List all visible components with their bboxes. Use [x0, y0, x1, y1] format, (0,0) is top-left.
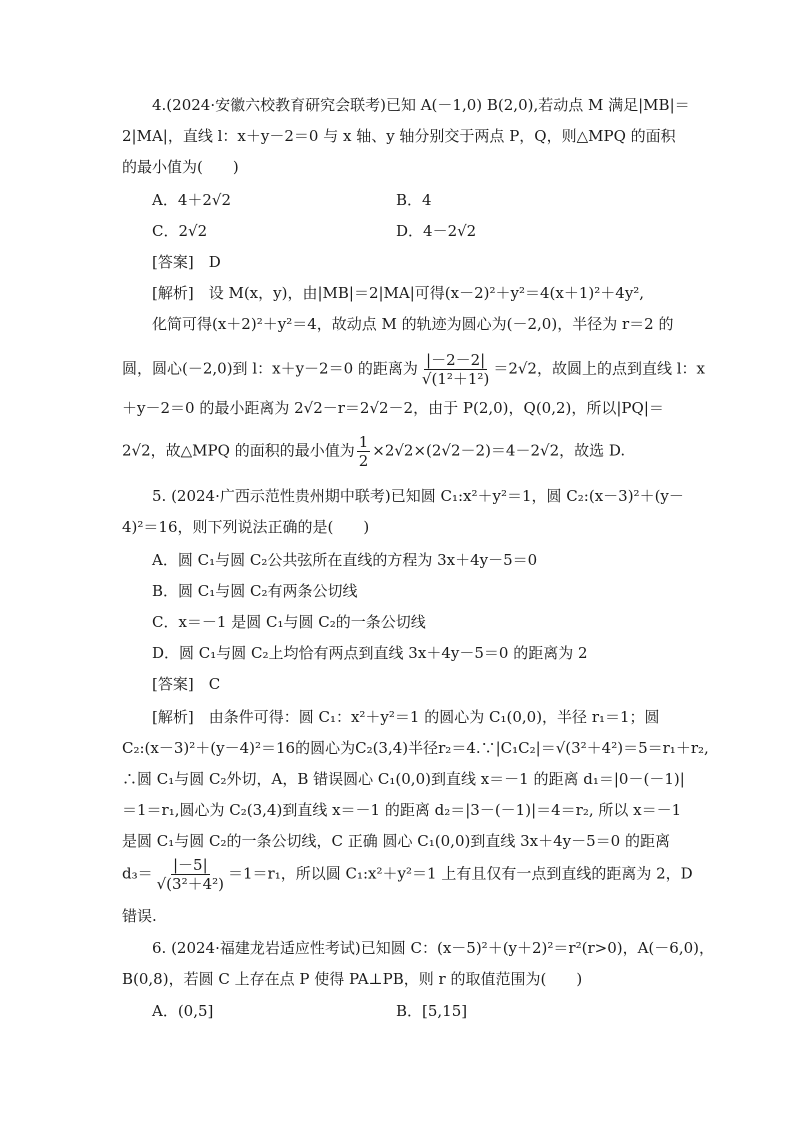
q6-stem-line1: 6. (2024·福建龙岩适应性考试)已知圆 C：(x－5)²＋(y＋2)²＝r²(r>0)，A(－6,0)， — [152, 939, 714, 957]
q4-solution-line1: [解析] 设 M(x，y)，由|MB|＝2|MA|可得(x－2)²＋y²＝4(x＋1)²＋4y², — [152, 284, 645, 302]
distance-fraction — [420, 351, 491, 388]
q5-solution-line4: ＝1＝r₁,圆心为 C₂(3,4)到直线 x＝－1 的距离 d₂＝|3－(－1)|＝4＝r₂, 所以 x＝－1 — [122, 801, 682, 819]
q5-option-c: C．x＝－1 是圆 C₁与圆 C₂的一条公切线 — [152, 613, 426, 631]
q5-solution-line7: 错误. — [122, 907, 157, 925]
q5-solution-line5: 是圆 C₁与圆 C₂的一条公切线，C 正确 圆心 C₁(0,0)到直线 3x＋4y－5＝0 的距离 — [122, 832, 670, 850]
q4-solution-line4: ＋y－2＝0 的最小距离为 2√2－r＝2√2－2，由于 P(2,0)，Q(0,2)，所以|PQ|＝ — [122, 399, 664, 417]
q4-stem-line3: 的最小值为( ) — [122, 158, 239, 176]
q5-option-a: A．圆 C₁与圆 C₂公共弦所在直线的方程为 3x＋4y－5＝0 — [152, 551, 538, 569]
q5-option-b: B．圆 C₁与圆 C₂有两条公切线 — [152, 582, 358, 600]
fraction-denominator: √(1²＋1²) — [421, 370, 490, 388]
q4-answer: [答案] D — [152, 253, 221, 271]
q4-stem-line1: 4.(2024·安徽六校教育研究会联考)已知 A(－1,0) B(2,0),若动点 M 满足|MB|＝ — [152, 96, 690, 114]
q4-option-a: A．4＋2√2 — [152, 191, 232, 209]
q6-option-a: A．(0,5] — [152, 1002, 214, 1020]
q6-stem-line2: B(0,8)，若圆 C 上存在点 P 使得 PA⊥PB，则 r 的取值范围为( ) — [122, 970, 583, 988]
q4-option-c: C．2√2 — [152, 222, 208, 240]
q5-option-d: D．圆 C₁与圆 C₂上均恰有两点到直线 3x＋4y－5＝0 的距离为 2 — [152, 644, 588, 662]
fraction-denominator: √(3²＋4²) — [156, 875, 225, 893]
q4-solution-line3-tail: ＝2√2，故圆上的点到直线 l：x — [493, 359, 705, 378]
q4-solution-line5 — [122, 433, 625, 470]
q4-stem-line2: 2|MA|，直线 l：x＋y－2＝0 与 x 轴、y 轴分别交于两点 P，Q，则△MPQ 的面积 — [122, 127, 676, 145]
q5-solution-line1: [解析] 由条件可得：圆 C₁：x²＋y²＝1 的圆心为 C₁(0,0)，半径 r₁＝1；圆 — [152, 708, 660, 726]
q4-solution-line5-tail: ×2√2×(2√2－2)＝4－2√2，故选 D. — [372, 441, 626, 460]
q5-stem-line2: 4)²＝16，则下列说法正确的是( ) — [122, 518, 370, 536]
q5-solution-line6 — [122, 856, 693, 893]
q5-solution-line6-text: d₃＝ — [122, 864, 153, 883]
q5-answer: [答案] C — [152, 675, 221, 693]
fraction-numerator: |－5| — [172, 856, 208, 874]
q4-solution-line2: 化简可得(x＋2)²＋y²＝4，故动点 M 的轨迹为圆心为(－2,0)，半径为 r＝2 的 — [152, 315, 674, 333]
distance-fraction — [155, 856, 226, 893]
q5-stem-line1: 5. (2024·广西示范性贵州期中联考)已知圆 C₁:x²＋y²＝1，圆 C₂:(x－3)²＋(y－ — [152, 487, 684, 505]
q4-solution-line3-text: 圆，圆心(－2,0)到 l：x＋y－2＝0 的距离为 — [122, 359, 418, 378]
q5-solution-line2: C₂:(x－3)²＋(y－4)²＝16的圆心为C₂(3,4)半径r₂＝4.∵|C₁C₂|＝√(3²＋4²)＝5＝r₁＋r₂, — [122, 739, 709, 757]
fraction-numerator: 1 — [358, 433, 369, 451]
fraction-numerator: |－2－2| — [426, 351, 486, 369]
q5-solution-line6-tail: ＝1＝r₁，所以圆 C₁:x²＋y²＝1 上有且仅有一点到直线的距离为 2，D — [228, 864, 693, 883]
fraction-denominator: 2 — [358, 452, 369, 470]
half-fraction — [357, 433, 371, 470]
q4-solution-line3 — [122, 351, 705, 388]
q4-option-d: D．4－2√2 — [396, 222, 477, 240]
q5-solution-line3: ∴圆 C₁与圆 C₂外切，A，B 错误圆心 C₁(0,0)到直线 x＝－1 的距离 d₁＝|0－(－1)| — [122, 770, 685, 788]
q4-option-b: B．4 — [396, 191, 432, 209]
q6-option-b: B．[5,15] — [396, 1002, 468, 1020]
q4-solution-line5-text: 2√2，故△MPQ 的面积的最小值为 — [122, 441, 355, 460]
